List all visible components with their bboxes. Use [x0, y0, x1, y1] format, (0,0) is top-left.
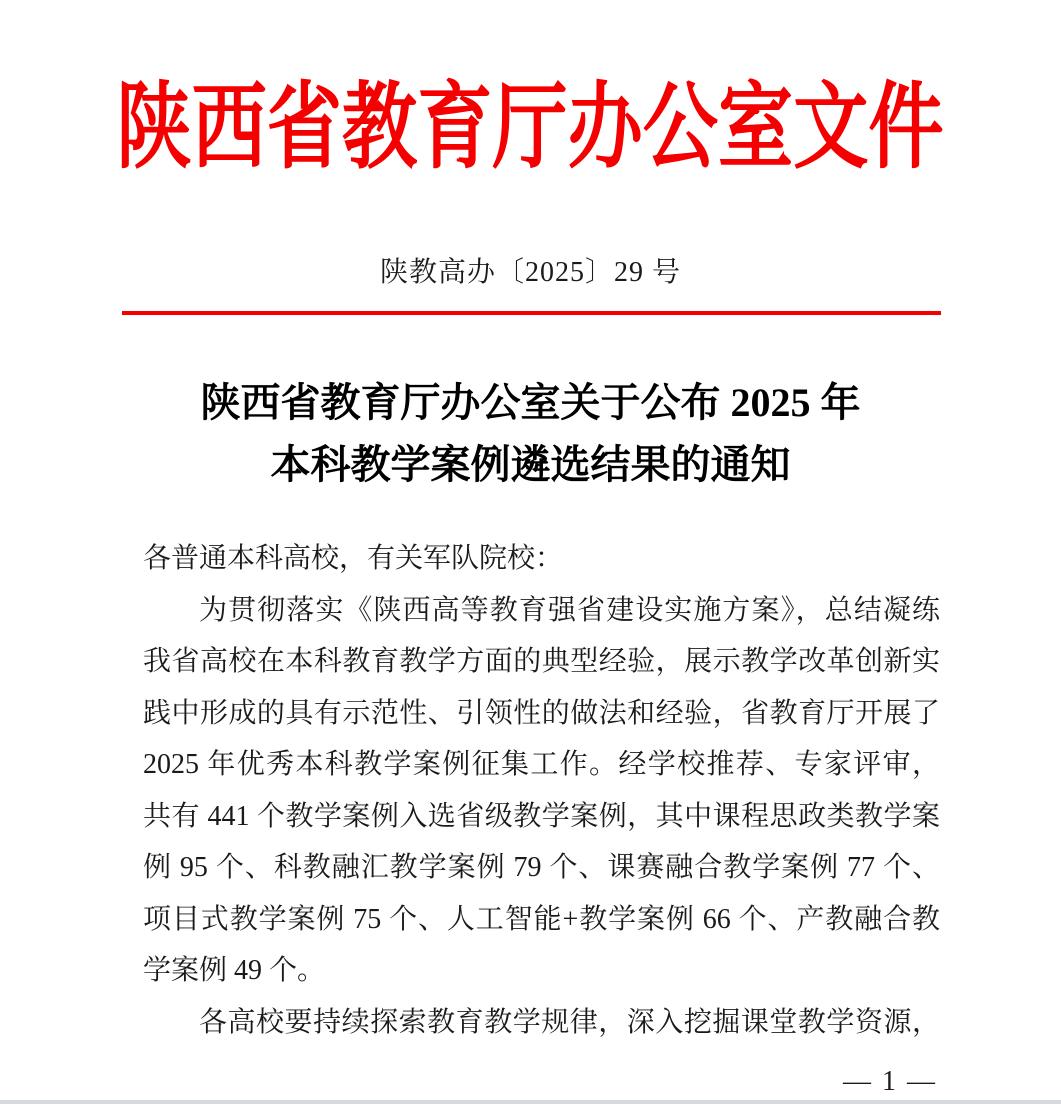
letterhead-banner — [0, 76, 1061, 181]
body-line: 2025 年优秀本科教学案例征集工作。经学校推荐、专家评审， — [143, 749, 940, 780]
letterhead-title: 陕西省教育厅办公室文件 — [116, 76, 945, 180]
body-line: 为贯彻落实《陕西高等教育强省建设实施方案》，总结凝练 — [199, 594, 940, 626]
body-line: 我省高校在本科教育教学方面的典型经验，展示教学改革创新实 — [143, 646, 940, 677]
red-separator-rule — [122, 311, 941, 315]
body-salutation: 各普通本科高校，有关军队院校： — [143, 543, 564, 574]
body-line: 例 95 个、科教融汇教学案例 79 个、课赛融合教学案例 77 个、 — [143, 852, 940, 883]
notice-title — [0, 372, 1061, 496]
notice-title-line-1: 陕西省教育厅办公室关于公布 2025 年 — [200, 380, 861, 425]
body-line: 践中形成的具有示范性、引领性的做法和经验，省教育厅开展了 — [143, 697, 940, 729]
page-number: — 1 — — [843, 1066, 937, 1097]
body-line: 项目式教学案例 75 个、人工智能+教学案例 66 个、产教融合教 — [143, 903, 940, 935]
body-paragraph-end: 学案例 49 个。 — [143, 955, 326, 986]
notice-body — [143, 533, 940, 1048]
page-break-divider — [0, 1100, 1061, 1104]
notice-title-line-2: 本科教学案例遴选结果的通知 — [270, 442, 791, 487]
body-line: 共有 441 个教学案例入选省级教学案例，其中课程思政类教学案 — [143, 800, 940, 832]
body-line: 各高校要持续探索教育教学规律，深入挖掘课堂教学资源， — [199, 1006, 940, 1038]
document-reference-number: 陕教高办〔2025〕29 号 — [379, 257, 681, 288]
